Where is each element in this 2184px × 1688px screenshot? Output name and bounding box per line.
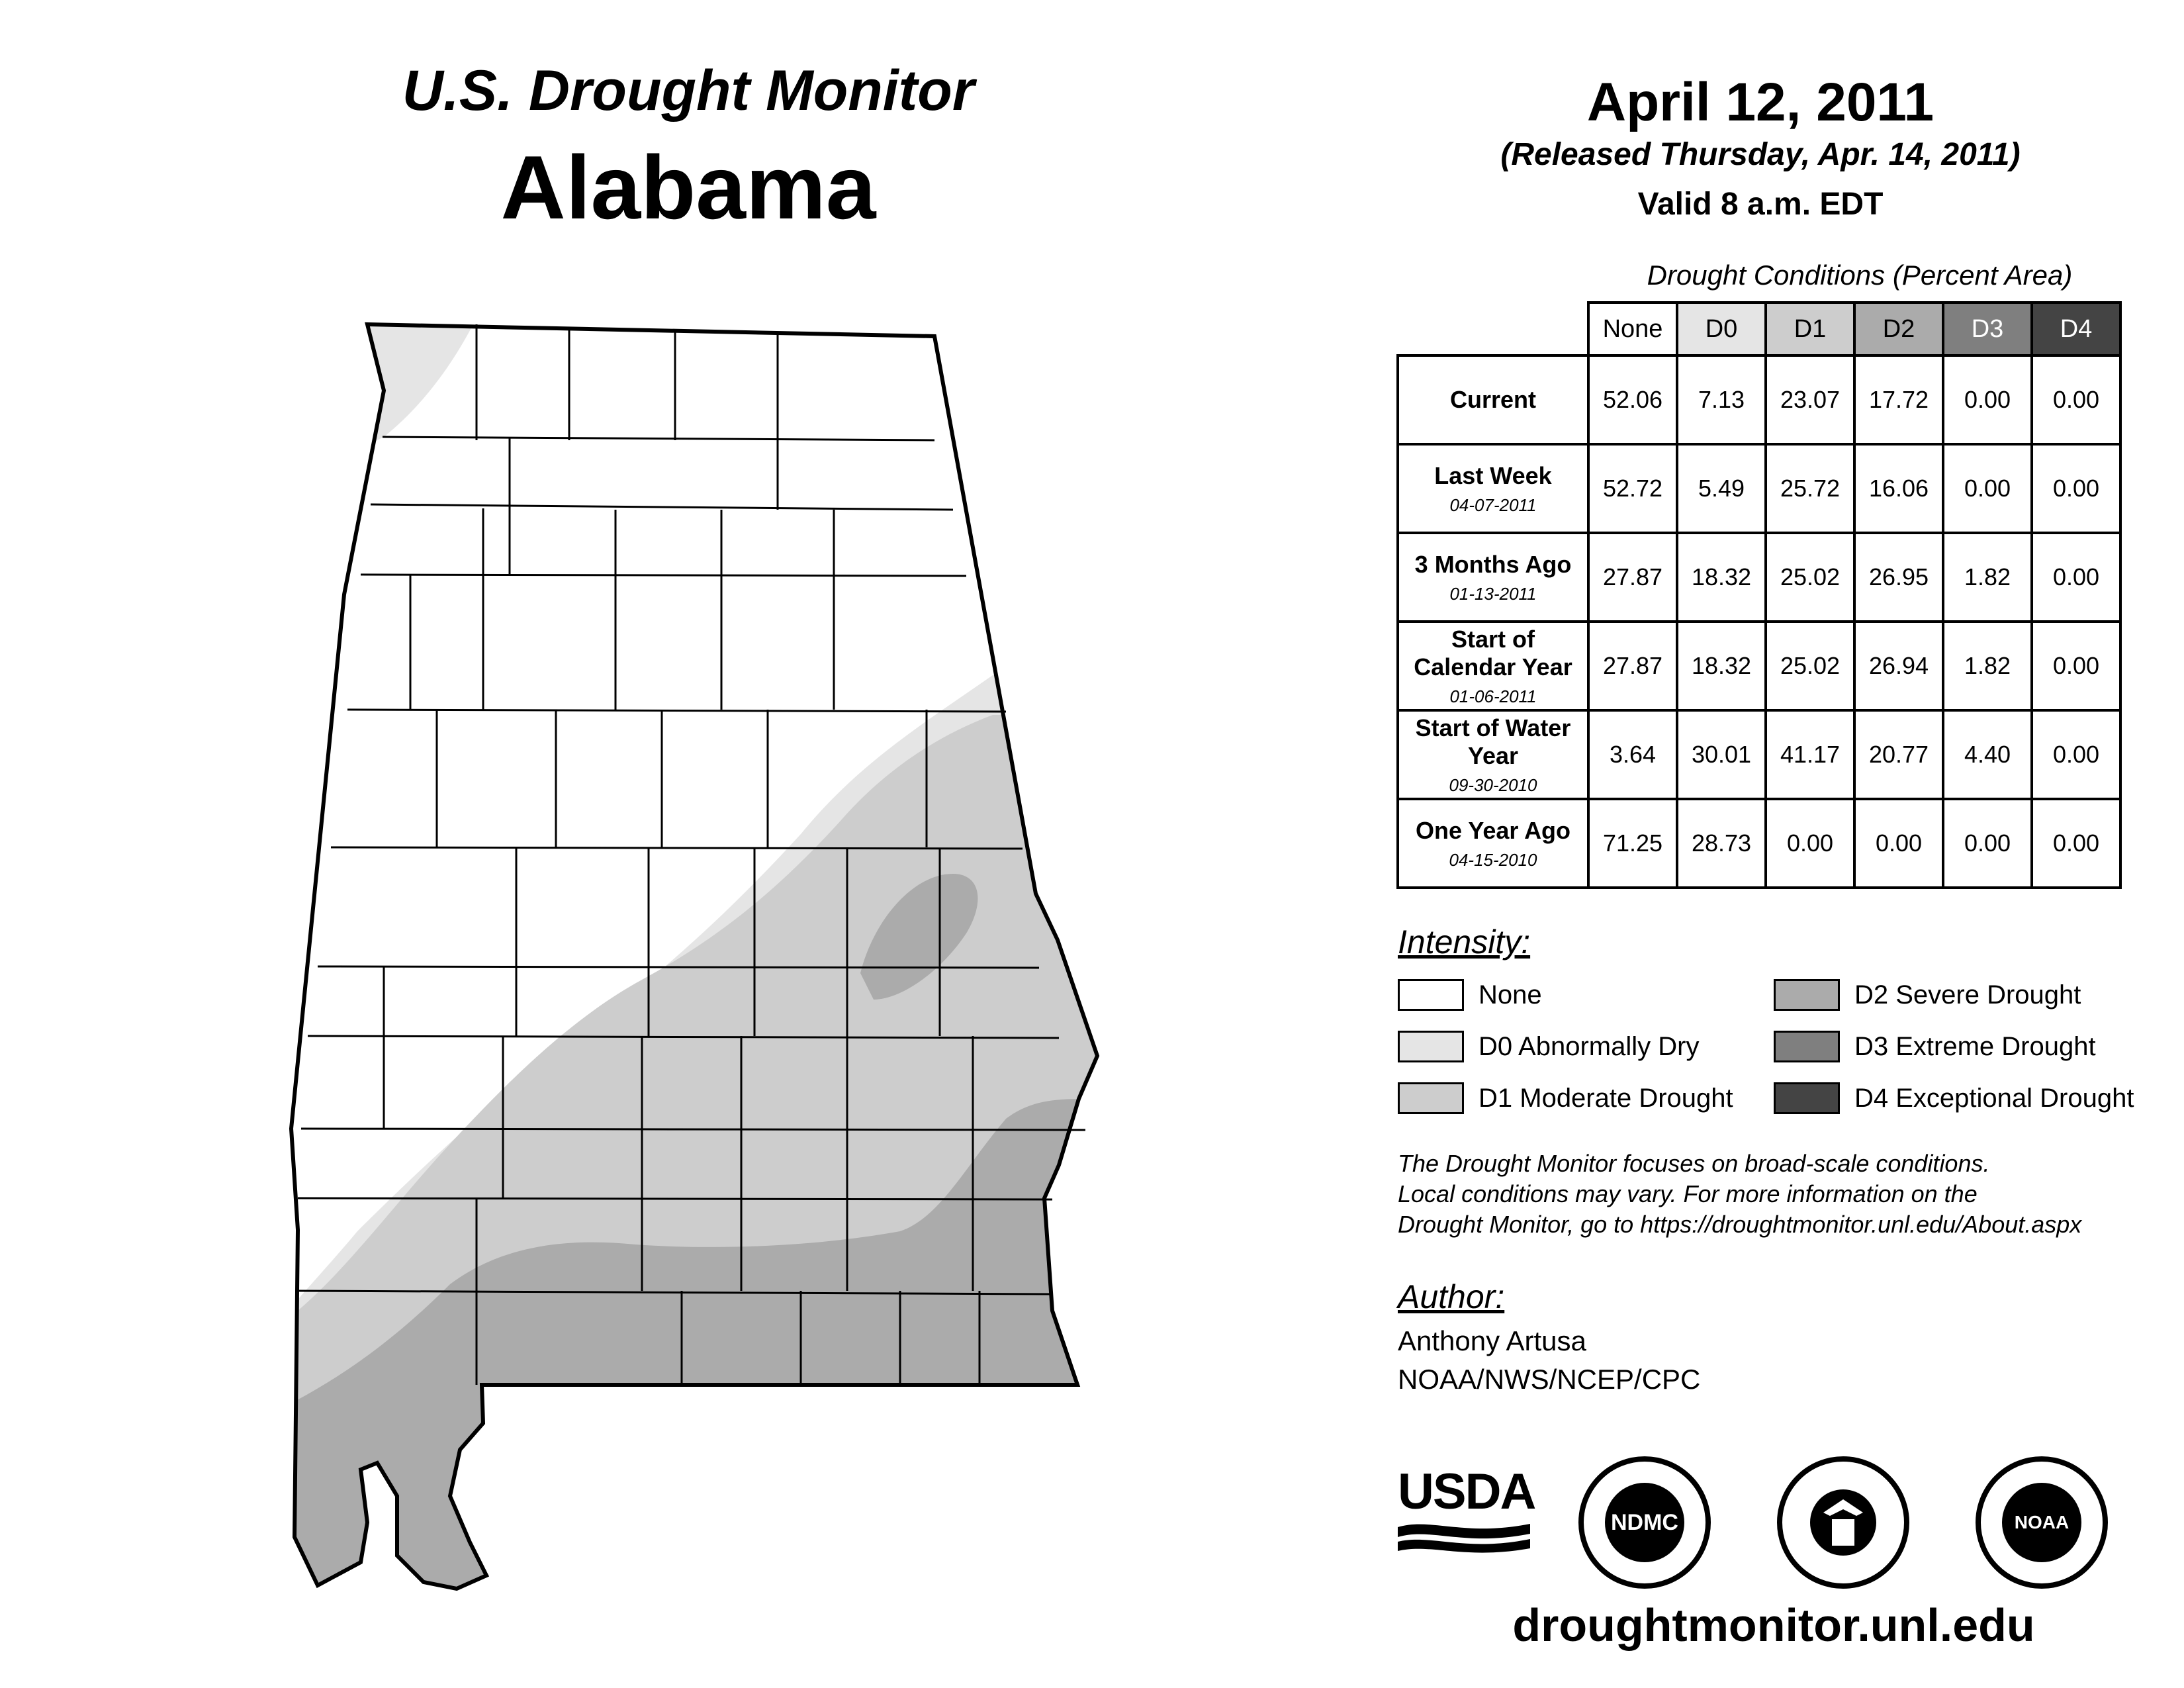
row-label: Current (1449, 386, 1536, 414)
disclaimer-line: Local conditions may vary. For more information on the (1398, 1180, 1978, 1208)
legend-item (1398, 1080, 1733, 1116)
table-cell: 25.02 (1766, 622, 1854, 710)
noaa-seal-icon (1976, 1456, 2108, 1589)
site-url[interactable]: droughtmonitor.unl.edu (1512, 1599, 2035, 1651)
table-row (1398, 710, 2120, 799)
legend-swatch (1774, 1031, 1840, 1062)
table-cell: 0.00 (1766, 799, 1854, 888)
row-header (1398, 444, 1588, 533)
usda-logo-text: USDA (1398, 1464, 1535, 1520)
table-cell: 30.01 (1677, 710, 1766, 799)
table-cell: 0.00 (1943, 444, 2032, 533)
table-cell: 71.25 (1588, 799, 1677, 888)
row-header (1398, 355, 1588, 444)
legend-label: D2 Severe Drought (1854, 980, 2081, 1009)
table-cell: 17.72 (1854, 355, 1943, 444)
table-cell: 0.00 (2032, 710, 2120, 799)
map-date: April 12, 2011 (1586, 72, 1934, 132)
table-cell: 0.00 (2032, 533, 2120, 622)
table-cell: 18.32 (1677, 622, 1766, 710)
legend-swatch (1398, 1031, 1464, 1062)
ndmc-seal-icon (1578, 1456, 1711, 1589)
table-corner (1398, 303, 1588, 355)
legend-label: D1 Moderate Drought (1479, 1083, 1733, 1113)
table-cell: 0.00 (2032, 622, 2120, 710)
row-label: Start of Water Year (1415, 714, 1571, 769)
table-row (1398, 533, 2120, 622)
table-cell: 52.06 (1588, 355, 1677, 444)
table-body (1398, 355, 2120, 888)
disclaimer-line: The Drought Monitor focuses on broad-scale conditions. (1398, 1150, 1990, 1177)
legend-label: D3 Extreme Drought (1854, 1031, 2096, 1061)
legend-item (1398, 977, 1542, 1013)
table-cell: 0.00 (1943, 355, 2032, 444)
column-header: D4 (2032, 303, 2120, 355)
legend-swatch (1398, 979, 1464, 1011)
table-cell: 18.32 (1677, 533, 1766, 622)
release-date: (Released Thursday, Apr. 14, 2011) (1500, 137, 2021, 172)
table-cell: 52.72 (1588, 444, 1677, 533)
table-cell: 4.40 (1943, 710, 2032, 799)
table-row (1398, 355, 2120, 444)
table-caption: Drought Conditions (Percent Area) (1647, 259, 2073, 291)
table-cell: 0.00 (2032, 799, 2120, 888)
table-cell: 25.72 (1766, 444, 1854, 533)
legend-label: D0 Abnormally Dry (1479, 1031, 1700, 1061)
table-cell: 0.00 (2032, 355, 2120, 444)
legend-swatch (1774, 1082, 1840, 1114)
commerce-seal-icon (1777, 1456, 1909, 1589)
table-cell: 27.87 (1588, 533, 1677, 622)
legend-item (1774, 977, 2081, 1013)
column-header: D3 (1943, 303, 2032, 355)
table-cell: 1.82 (1943, 533, 2032, 622)
table-cell: 25.02 (1766, 533, 1854, 622)
table-cell: 26.94 (1854, 622, 1943, 710)
column-header: D1 (1766, 303, 1854, 355)
legend-item (1774, 1029, 2096, 1064)
drought-areas (265, 298, 1191, 1655)
table-cell: 23.07 (1766, 355, 1854, 444)
row-date: 04-15-2010 (1449, 849, 1537, 870)
row-header (1398, 533, 1588, 622)
row-label: Last Week (1434, 462, 1552, 490)
usda-waves-icon (1398, 1521, 1530, 1560)
column-header: D0 (1677, 303, 1766, 355)
product-title: U.S. Drought Monitor (402, 59, 975, 122)
row-label: Start of Calendar Year (1414, 626, 1572, 680)
author-name: Anthony Artusa (1398, 1325, 1586, 1356)
table-cell: 0.00 (1943, 799, 2032, 888)
table-header-row (1398, 303, 2120, 355)
table-cell: 16.06 (1854, 444, 1943, 533)
legend-item (1398, 1029, 1699, 1064)
row-header (1398, 710, 1588, 799)
date-block (1363, 71, 2158, 222)
row-label: One Year Ago (1415, 817, 1571, 845)
row-header (1398, 622, 1588, 710)
table-cell: 0.00 (1854, 799, 1943, 888)
table-cell: 41.17 (1766, 710, 1854, 799)
disclaimer (1398, 1149, 2179, 1240)
eagle-shield-icon (1807, 1486, 1880, 1559)
table-cell: 27.87 (1588, 622, 1677, 710)
legend-item (1774, 1080, 2134, 1116)
table-cell: 0.00 (2032, 444, 2120, 533)
row-date: 01-06-2011 (1449, 686, 1537, 706)
table-cell: 20.77 (1854, 710, 1943, 799)
table-cell: 26.95 (1854, 533, 1943, 622)
table-cell: 28.73 (1677, 799, 1766, 888)
usda-logo (1398, 1463, 1535, 1564)
valid-time: Valid 8 a.m. EDT (1637, 187, 1884, 222)
column-header: D2 (1854, 303, 1943, 355)
row-date: 04-07-2011 (1449, 494, 1537, 515)
ndmc-logo-text: NDMC (1605, 1483, 1684, 1562)
state-title: Alabama (500, 137, 876, 238)
row-header (1398, 799, 1588, 888)
table-cell: 1.82 (1943, 622, 2032, 710)
table-cell: 3.64 (1588, 710, 1677, 799)
noaa-logo-text: NOAA (2002, 1483, 2081, 1562)
table-row (1398, 799, 2120, 888)
table-cell: 7.13 (1677, 355, 1766, 444)
table-row (1398, 622, 2120, 710)
author-title: Author: (1398, 1278, 1505, 1315)
table-cell: 5.49 (1677, 444, 1766, 533)
author-org: NOAA/NWS/NCEP/CPC (1398, 1364, 1701, 1395)
row-label: 3 Months Ago (1414, 551, 1572, 579)
legend-swatch (1398, 1082, 1464, 1114)
column-header: None (1588, 303, 1677, 355)
table-row (1398, 444, 2120, 533)
row-date: 09-30-2010 (1449, 774, 1537, 795)
row-date: 01-13-2011 (1449, 583, 1537, 604)
disclaimer-line: Drought Monitor, go to https://droughtmonitor.unl.edu/About.aspx (1398, 1211, 2082, 1239)
legend-swatch (1774, 979, 1840, 1011)
drought-conditions-table (1396, 301, 2122, 889)
legend-label: D4 Exceptional Drought (1854, 1083, 2134, 1113)
legend-label: None (1479, 980, 1542, 1009)
legend-title: Intensity: (1398, 923, 1531, 961)
